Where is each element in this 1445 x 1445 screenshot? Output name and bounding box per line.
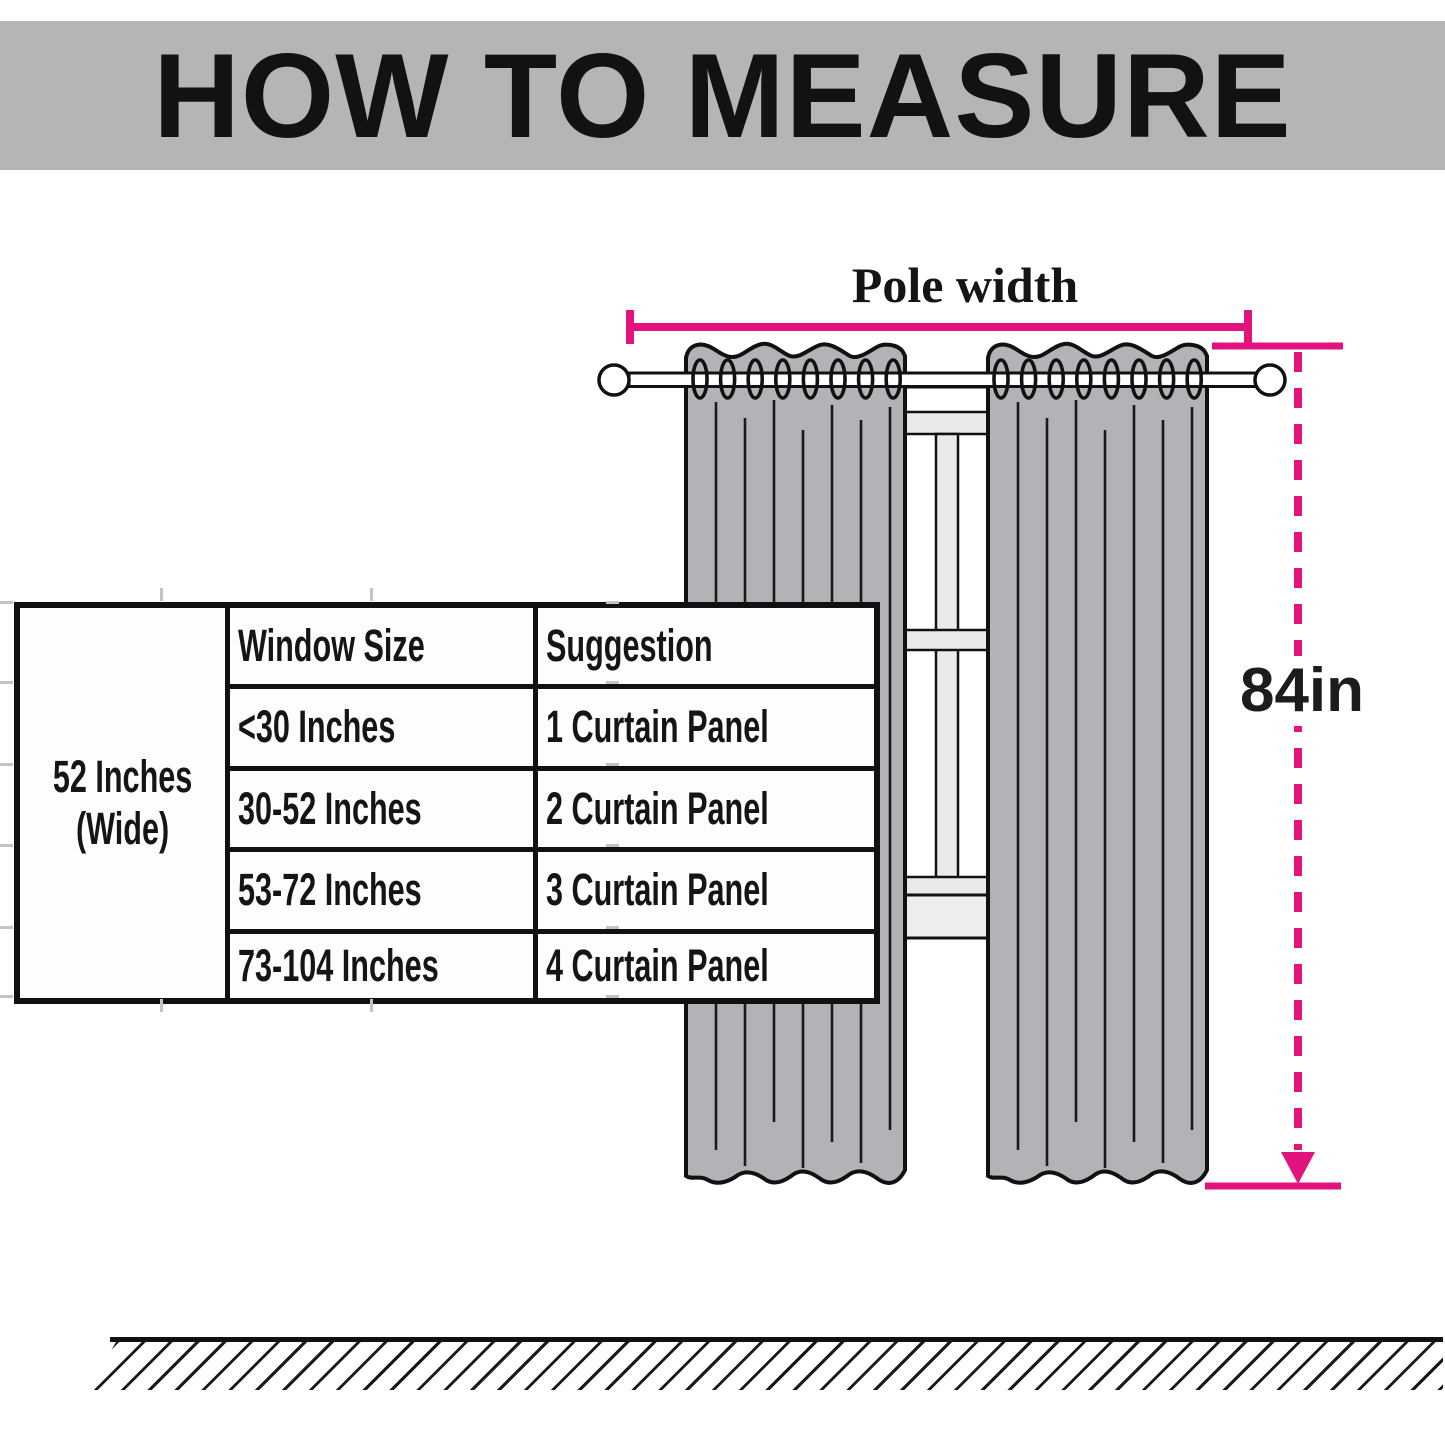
height-label: 84in [1239,656,1365,725]
table-cell-suggestion-3: 4 Curtain Panel [536,931,877,1001]
side-label-line2: (Wide) [75,803,170,854]
pole-width-label: Pole width [851,257,1079,313]
height-arrowhead-icon [1281,1152,1315,1184]
floor-hatching [88,1342,1443,1390]
floor-line [110,1337,1443,1342]
grid-tick [0,601,13,604]
grid-tick [606,995,619,998]
window-mullion [936,434,958,880]
side-label-line1: 52 Inches [52,751,193,803]
table-cell-window-size-2: 53-72 Inches [228,849,536,931]
table-cell-window-size-0: <30 Inches [228,686,536,768]
table-header-suggestion: Suggestion [536,605,877,686]
grid-tick [0,926,13,929]
table-cell-window-size-1: 30-52 Inches [228,768,536,849]
table-cell-suggestion-1: 2 Curtain Panel [536,768,877,849]
grid-tick [606,844,619,847]
grid-tick [0,844,13,847]
curtain-rod [629,373,1256,387]
grid-tick [160,999,163,1012]
table-cell-window-size-3: 73-104 Inches [228,931,536,1001]
grid-tick [606,681,619,684]
table-cell-width-label [17,605,228,1001]
table-cell-suggestion-2: 3 Curtain Panel [536,849,877,931]
grid-tick [0,681,13,684]
table-cell-suggestion-0: 1 Curtain Panel [536,686,877,768]
grid-tick [0,763,13,766]
grid-tick [606,763,619,766]
pole-width-measure-line [630,310,1248,344]
height-measure-line [1205,346,1343,1186]
rod-finial-right [1255,365,1285,395]
grid-tick [606,601,619,604]
page-title: HOW TO MEASURE [153,28,1292,163]
table-header-window-size: Window Size [228,605,536,686]
grid-tick [370,588,373,601]
grid-tick [606,926,619,929]
grid-tick [0,995,13,998]
rod-finial-left [599,365,629,395]
size-suggestion-table [14,602,880,1004]
grid-tick [370,999,373,1012]
right-curtain-panel [988,344,1207,1183]
grid-tick [160,588,163,601]
